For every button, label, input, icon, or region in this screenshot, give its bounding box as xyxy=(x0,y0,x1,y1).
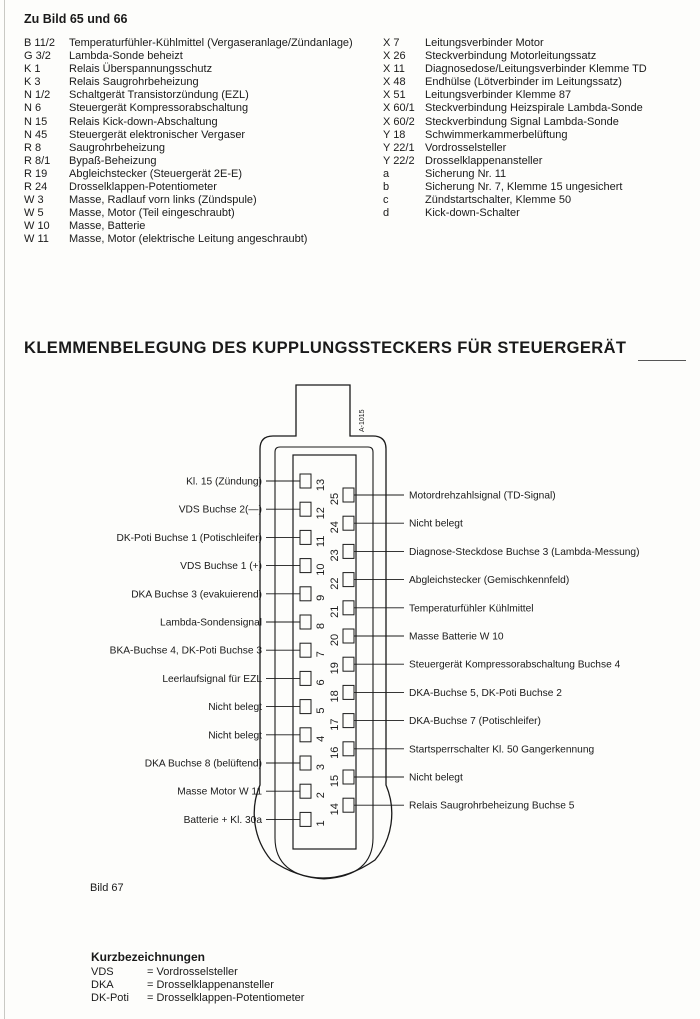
entry-code: W 3 xyxy=(24,194,44,207)
pin-terminal xyxy=(300,700,311,714)
pin-terminal xyxy=(343,657,354,671)
pin-label: Diagnose-Steckdose Buchse 3 (Lambda-Messung) xyxy=(409,546,640,558)
left-pin xyxy=(186,474,327,491)
entry-code: N 15 xyxy=(24,115,48,128)
entry-text: Schaltgerät Transistorzündung (EZL) xyxy=(69,89,249,102)
pin-label: Nicht belegt xyxy=(409,772,463,784)
pin-terminal xyxy=(300,728,311,742)
entry-text: = Drosselklappenansteller xyxy=(147,979,274,991)
entry-text: Steckverbindung Heizspirale Lambda-Sonde xyxy=(425,102,643,115)
entry-code: VDS xyxy=(91,966,114,978)
pin-label: Nicht belegt xyxy=(208,730,262,742)
pin-label: BKA-Buchse 4, DK-Poti Buchse 3 xyxy=(109,645,262,657)
left-pin xyxy=(160,615,327,629)
entry-code: R 19 xyxy=(24,167,48,180)
right-pin xyxy=(329,685,562,702)
pin-terminal xyxy=(343,685,354,699)
entry-text: Temperaturfühler-Kühlmittel (Vergaseranlage/Zündanlage) xyxy=(69,37,353,49)
pin-number: 4 xyxy=(315,735,327,742)
right-pin xyxy=(329,714,541,731)
entry-code: X 51 xyxy=(383,89,406,102)
pin-label: Relais Saugrohrbeheizung Buchse 5 xyxy=(409,800,575,812)
pin-number: 25 xyxy=(329,492,341,506)
entry-code: N 45 xyxy=(24,128,48,141)
pin-terminal xyxy=(343,516,354,530)
pin-number: 24 xyxy=(329,521,341,534)
pin-number: 14 xyxy=(329,803,341,816)
pin-number: 9 xyxy=(315,594,327,601)
entry-text: Abgleichstecker (Steuergerät 2E-E) xyxy=(69,167,243,180)
pin-number: 8 xyxy=(315,622,327,630)
entry-code: K 3 xyxy=(24,76,41,89)
pin-number: 15 xyxy=(329,774,341,788)
pin-label: Leerlaufsignal für EZL xyxy=(162,673,262,685)
pin-terminal xyxy=(343,629,354,643)
entry-text: Zündstartschalter, Klemme 50 xyxy=(425,194,572,207)
pin-number: 3 xyxy=(315,763,327,771)
entry-code: Y 22/1 xyxy=(383,141,415,154)
pin-label: Temperaturfühler Kühlmittel xyxy=(409,603,534,615)
entry-text: Relais Kick-down-Abschaltung xyxy=(69,115,218,128)
pin-terminal xyxy=(300,812,311,826)
entry-code: b xyxy=(383,181,390,194)
entry-text: Sicherung Nr. 7, Klemme 15 ungesichert xyxy=(425,181,623,194)
right-pin xyxy=(329,516,463,533)
entry-text: Steckverbindung Signal Lambda-Sonde xyxy=(425,115,619,128)
entry-text: Steuergerät elektronischer Vergaser xyxy=(69,128,246,141)
pin-label: DK-Poti Buchse 1 (Potischleifer) xyxy=(116,532,262,544)
pin-number: 13 xyxy=(315,478,327,492)
pin-terminal xyxy=(343,601,354,615)
left-pin xyxy=(180,559,327,576)
legend-title: Zu Bild 65 und 66 xyxy=(24,12,128,26)
entry-text: Relais Saugrohrbeheizung xyxy=(69,76,199,89)
pin-number: 1 xyxy=(315,820,327,827)
pin-terminal xyxy=(300,643,311,657)
entry-text: Kick-down-Schalter xyxy=(425,207,520,220)
pin-label: DKA-Buchse 5, DK-Poti Buchse 2 xyxy=(409,687,562,699)
pin-label: DKA Buchse 3 (evakuierend) xyxy=(131,589,262,601)
pin-terminal xyxy=(343,573,354,587)
pin-label: Abgleichstecker (Gemischkennfeld) xyxy=(409,575,570,587)
entry-text: Saugrohrbeheizung xyxy=(69,141,166,154)
pin-label: VDS Buchse 1 (+) xyxy=(180,561,262,573)
left-pin xyxy=(208,700,327,714)
pin-label: Nicht belegt xyxy=(409,518,463,530)
entry-text: Leitungsverbinder Motor xyxy=(425,37,544,49)
right-pin xyxy=(329,798,575,815)
pin-label: VDS Buchse 2(—) xyxy=(178,504,262,516)
abbreviations-list xyxy=(91,966,304,1005)
pin-number: 21 xyxy=(329,605,341,618)
pin-label: Steuergerät Kompressorabschaltung Buchse 4 xyxy=(409,659,621,671)
pin-terminal xyxy=(343,714,354,728)
entry-code: N 1/2 xyxy=(24,89,51,102)
left-pin xyxy=(116,530,327,547)
pin-number: 23 xyxy=(329,549,341,562)
pin-label: Startsperrschalter Kl. 50 Gangerkennung xyxy=(409,744,595,756)
pin-terminal xyxy=(343,742,354,756)
pin-number: 11 xyxy=(315,535,327,548)
entry-text: Drosselklappen-Potentiometer xyxy=(69,181,217,194)
pin-number: 6 xyxy=(315,679,327,686)
pin-number: 5 xyxy=(315,707,327,714)
right-pin xyxy=(329,544,639,561)
pin-terminal xyxy=(300,530,311,544)
right-pin xyxy=(329,573,569,590)
entry-text: Leitungsverbinder Klemme 87 xyxy=(425,89,572,102)
pin-number: 17 xyxy=(329,718,341,731)
entry-text: Bypaß-Beheizung xyxy=(69,154,157,167)
pin-terminal xyxy=(343,488,354,502)
right-pin-group xyxy=(329,488,639,815)
pin-number: 10 xyxy=(315,563,327,576)
pin-terminal xyxy=(300,615,311,629)
pin-terminal xyxy=(343,544,354,558)
entry-code: N 6 xyxy=(24,102,42,115)
entry-code: X 60/2 xyxy=(383,115,415,128)
right-pin xyxy=(329,770,463,787)
left-pin xyxy=(184,812,327,826)
entry-code: DK-Poti xyxy=(91,992,129,1004)
entry-text: Steckverbindung Motorleitungssatz xyxy=(425,50,597,63)
entry-text: Drosselklappenansteller xyxy=(425,154,543,167)
pin-terminal xyxy=(300,559,311,573)
entry-code: X 48 xyxy=(383,76,406,89)
pin-number: 7 xyxy=(315,651,327,658)
legend-entry xyxy=(91,966,304,979)
left-pin xyxy=(179,502,327,519)
entry-code: W 10 xyxy=(24,220,50,233)
pin-terminal xyxy=(300,784,311,798)
entry-code: R 24 xyxy=(24,181,48,194)
entry-code: X 7 xyxy=(383,37,400,49)
left-pin xyxy=(208,728,327,742)
pin-label: Nicht belegt xyxy=(208,702,262,714)
pin-number: 18 xyxy=(329,690,341,703)
entry-text: Masse, Batterie xyxy=(69,220,146,233)
entry-code: G 3/2 xyxy=(24,50,51,63)
figure-label: Bild 67 xyxy=(90,882,124,894)
entry-code: R 8/1 xyxy=(24,154,51,167)
left-pin xyxy=(177,784,327,798)
entry-text: = Vordrosselsteller xyxy=(147,966,238,978)
pin-label: Batterie + Kl. 30a xyxy=(183,814,262,826)
pin-label: Kl. 15 (Zündung) xyxy=(186,476,262,488)
pin-label: Masse Motor W 11 xyxy=(177,786,262,798)
pin-number: 22 xyxy=(329,577,341,590)
pin-terminal xyxy=(300,756,311,770)
left-pin xyxy=(162,671,327,685)
pin-label: Masse Batterie W 10 xyxy=(409,631,504,643)
pin-number: 2 xyxy=(315,792,327,799)
entry-text: Vordrosselsteller xyxy=(425,141,507,154)
pin-label: Motordrehzahlsignal (TD-Signal) xyxy=(409,490,556,502)
entry-code: W 11 xyxy=(24,233,49,246)
pin-terminal xyxy=(300,671,311,685)
entry-code: Y 18 xyxy=(383,128,406,141)
left-pin xyxy=(145,756,327,770)
entry-code: a xyxy=(383,167,390,180)
entry-code: B 11/2 xyxy=(24,37,55,49)
entry-text: Schwimmerkammerbelüftung xyxy=(425,128,568,141)
pin-terminal xyxy=(300,587,311,601)
entry-text: Masse, Radlauf vorn links (Zündspule) xyxy=(69,194,257,207)
legend-entry xyxy=(91,979,304,992)
left-pin-group xyxy=(110,474,327,826)
right-pin xyxy=(329,742,595,759)
entry-code: X 60/1 xyxy=(383,102,415,115)
part-code: A-1015 xyxy=(359,409,366,432)
entry-text: Steuergerät Kompressorabschaltung xyxy=(69,102,249,115)
entry-code: K 1 xyxy=(24,63,41,76)
entry-code: d xyxy=(383,207,390,220)
entry-code: R 8 xyxy=(24,141,42,154)
entry-text: Relais Überspannungsschutz xyxy=(69,63,213,76)
left-pin xyxy=(110,643,327,657)
pin-terminal xyxy=(300,474,311,488)
entry-code: X 26 xyxy=(383,50,406,63)
pin-label: DKA Buchse 8 (belüftend) xyxy=(144,758,262,770)
entry-text: Endhülse (Lötverbinder im Leitungssatz) xyxy=(425,76,622,89)
pin-number: 20 xyxy=(329,633,341,647)
legend-entry xyxy=(91,992,304,1005)
entry-text: Lambda-Sonde beheizt xyxy=(69,50,183,63)
pin-number: 19 xyxy=(329,662,341,675)
entry-code: X 11 xyxy=(383,63,405,76)
pin-terminal xyxy=(300,502,311,516)
entry-code: Y 22/2 xyxy=(383,154,415,167)
pin-number: 12 xyxy=(315,507,327,520)
entry-text: Masse, Motor (elektrische Leitung angeschraubt) xyxy=(69,233,308,246)
abbreviations-title: Kurzbezeichnungen xyxy=(91,950,206,964)
entry-text: Masse, Motor (Teil eingeschraubt) xyxy=(69,207,235,220)
pin-terminal xyxy=(343,770,354,784)
pin-terminal xyxy=(343,798,354,812)
entry-code: c xyxy=(383,194,389,207)
entry-text: Diagnosedose/Leitungsverbinder Klemme TD xyxy=(425,63,647,76)
entry-text: = Drosselklappen-Potentiometer xyxy=(147,992,305,1004)
left-pin xyxy=(131,587,327,601)
section-heading: KLEMMENBELEGUNG DES KUPPLUNGSSTECKERS FÜR STEUERGERÄT xyxy=(24,339,627,357)
entry-code: W 5 xyxy=(24,207,44,220)
entry-text: Sicherung Nr. 11 xyxy=(425,167,507,180)
right-pin xyxy=(329,629,504,646)
right-pin xyxy=(329,601,534,618)
pin-number: 16 xyxy=(329,746,341,759)
right-pin xyxy=(329,488,556,505)
pin-label: DKA-Buchse 7 (Potischleifer) xyxy=(409,716,541,728)
entry-code: DKA xyxy=(91,979,114,991)
pin-label: Lambda-Sondensignal xyxy=(160,617,262,629)
